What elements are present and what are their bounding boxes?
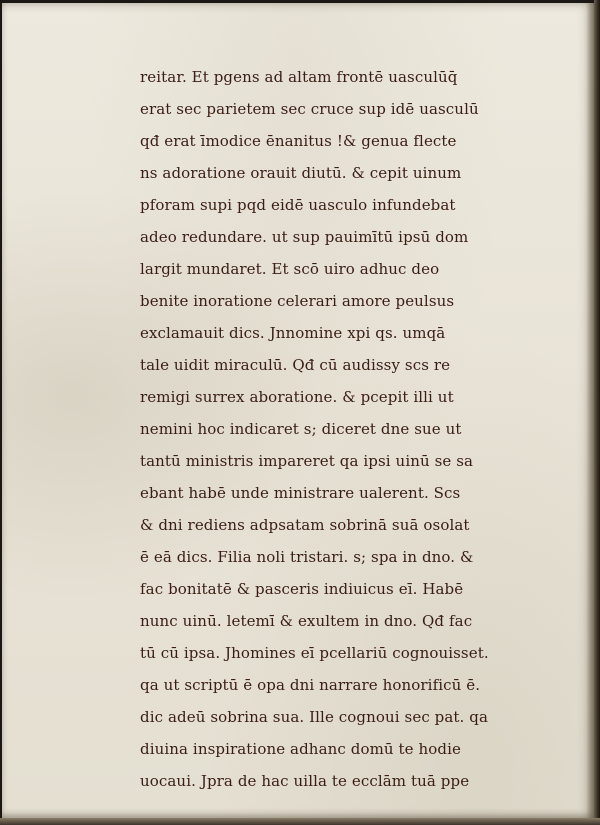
manuscript-line: benite inoratione celerari amore peulsus (140, 292, 455, 310)
page-edge-bottom (0, 818, 600, 825)
manuscript-line: tū cū ipsa. Jhomines eī pcellariū cognouisset. (140, 644, 489, 662)
manuscript-line: largit mundaret. Et scō uiro adhuc deo (140, 260, 440, 278)
manuscript-line: & dni rediens adpsatam sobrinā suā osolat (140, 516, 470, 534)
manuscript-line: remigi surrex aboratione. & pcepit illi ut (140, 388, 454, 406)
manuscript-line: qa ut scriptū ē opa dni narrare honorificū ē. (140, 676, 481, 694)
manuscript-line: ns adoratione orauit diutū. & cepit uinum (140, 164, 462, 182)
manuscript-line: tantū ministris impareret qa ipsi uinū se sa (140, 452, 474, 470)
manuscript-line: reitar. Et pgens ad altam frontē uasculūq̄ (140, 68, 458, 86)
manuscript-line: nunc uinū. letemī & exultem in dno. Qđ fac (140, 612, 473, 630)
manuscript-text-block (140, 61, 560, 797)
manuscript-line: diuina inspiratione adhanc domū te hodie (140, 740, 461, 758)
manuscript-line: nemini hoc indicaret s; diceret dne sue ut (140, 420, 462, 438)
manuscript-line: fac bonitatē & pasceris indiuicus eī. Habē (140, 580, 464, 598)
manuscript-line: exclamauit dics. Jnnomine xpi qs. umqā (140, 324, 446, 342)
manuscript-line: pforam supi pqd eidē uasculo infundebat (140, 196, 456, 214)
page-gutter-shadow (586, 3, 594, 818)
manuscript-line: dic adeū sobrina sua. Ille cognoui sec pat. qa (140, 708, 489, 726)
manuscript-line: uocaui. Jpra de hac uilla te ecclām tuā ppe (140, 772, 470, 790)
page-edge-right (594, 0, 600, 825)
manuscript-page (2, 3, 594, 818)
manuscript-line: adeo redundare. ut sup pauimītū ipsū dom (140, 228, 469, 246)
manuscript-line: ebant habē unde ministrare ualerent. Scs (140, 484, 461, 502)
manuscript-line: erat sec parietem sec cruce sup idē uasculū (140, 100, 479, 118)
manuscript-line: ē eā dics. Filia noli tristari. s; spa in dno. & (140, 548, 474, 566)
manuscript-line: tale uidit miraculū. Qđ cū audissy scs re (140, 356, 451, 374)
manuscript-line: qđ erat īmodice ēnanitus !& genua flecte (140, 132, 457, 150)
